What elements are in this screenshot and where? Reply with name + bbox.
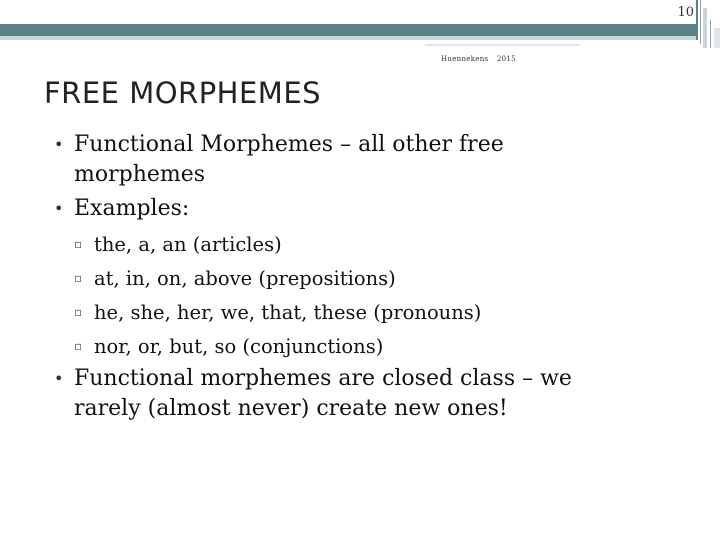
bullet-glyph: • <box>54 369 64 388</box>
sub-bullet-glyph: ▫ <box>74 237 83 251</box>
sub-bullet-glyph: ▫ <box>74 339 83 353</box>
bullet-item <box>54 194 654 224</box>
sub-bullet-glyph: ▫ <box>74 271 83 285</box>
corner-decoration <box>714 28 720 48</box>
bullet-text: Functional morphemes are closed class – we <box>74 366 572 391</box>
bullet-item <box>54 364 654 424</box>
sub-bullet-item <box>54 330 654 364</box>
sub-bullet-item <box>54 296 654 330</box>
bullet-text: Examples: <box>74 196 190 221</box>
bullet-glyph: • <box>54 199 64 218</box>
bullet-text: rarely (almost never) create new ones! <box>74 396 508 421</box>
slide-title: FREE MORPHEMES <box>44 76 322 110</box>
corner-decoration <box>696 0 698 40</box>
header-band <box>0 24 696 36</box>
slide-number: 10 <box>677 5 694 20</box>
corner-decoration <box>710 20 711 48</box>
corner-decoration <box>700 0 701 44</box>
bullet-text: Functional Morphemes – all other free <box>74 132 504 157</box>
sub-bullet-text: the, a, an (articles) <box>94 233 282 256</box>
corner-decoration <box>703 8 707 48</box>
sub-bullet-glyph: ▫ <box>74 305 83 319</box>
bullet-item <box>54 130 654 190</box>
footer-text: Huennekens 2015 <box>441 55 516 63</box>
header-band-light <box>0 36 696 40</box>
slide-content <box>54 130 654 424</box>
sub-bullet-text: nor, or, but, so (conjunctions) <box>94 335 384 358</box>
header-accent-line <box>425 44 580 46</box>
sub-bullet-item <box>54 262 654 296</box>
bullet-glyph: • <box>54 135 64 154</box>
sub-bullet-text: he, she, her, we, that, these (pronouns) <box>94 301 482 324</box>
sub-bullet-text: at, in, on, above (prepositions) <box>94 267 396 290</box>
sub-bullet-item <box>54 228 654 262</box>
bullet-text: morphemes <box>74 162 206 187</box>
